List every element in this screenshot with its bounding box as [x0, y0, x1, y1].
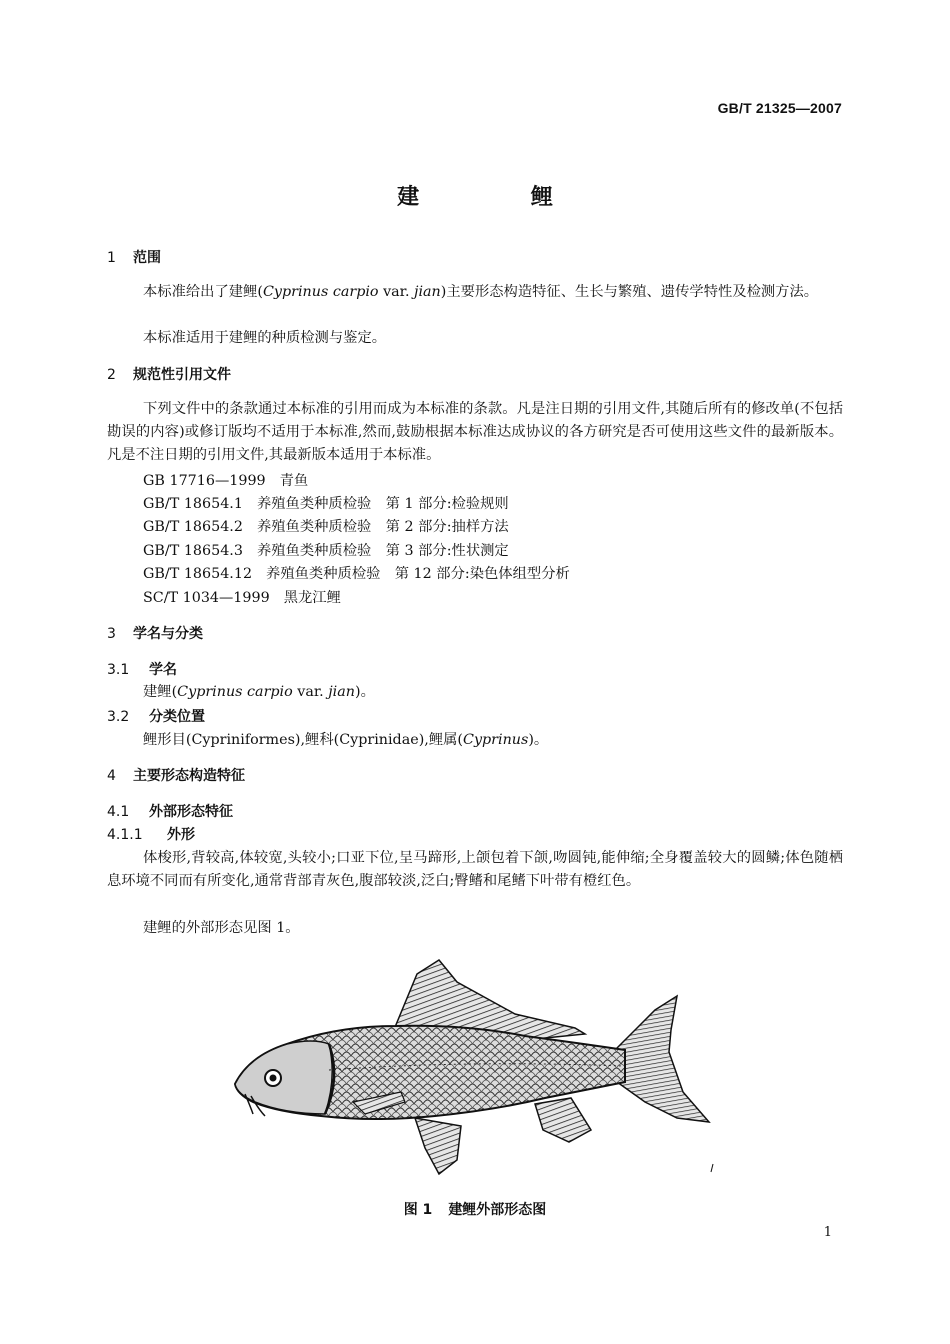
- text: 本标准给出了建鲤(: [143, 284, 263, 300]
- scientific-name: Cyprinus carpio: [177, 684, 293, 700]
- subsection-number: 4.1: [107, 804, 130, 820]
- subsection-3-2-heading: [107, 706, 205, 726]
- figure-label: 图 1: [403, 1202, 433, 1218]
- reference-item: [143, 493, 509, 513]
- subsection-3-1-heading: [107, 659, 177, 679]
- scientific-name: Cyprinus: [463, 732, 529, 748]
- reference-code: GB/T 18654.3: [143, 543, 243, 559]
- section-title: 规范性引用文件: [133, 367, 231, 383]
- section-title: 学名与分类: [133, 626, 203, 642]
- subsection-4-1-heading: [107, 801, 233, 821]
- section-number: 3: [107, 626, 116, 642]
- figure-reference-paragraph: 建鲤的外部形态见图 1。: [143, 920, 300, 936]
- section-title: 范围: [133, 250, 161, 266]
- scientific-name: Cyprinus carpio: [262, 284, 379, 300]
- reference-code: GB/T 18654.1: [143, 496, 243, 512]
- text: )主要形态构造特征、生长与繁殖、遗传学特性及检测方法。: [440, 284, 819, 300]
- text: var.: [378, 284, 415, 300]
- subsection-number: 3.1: [107, 662, 130, 678]
- section-2-heading: [107, 364, 231, 384]
- standard-number: GB/T 21325—2007: [717, 100, 842, 116]
- external-shape-paragraph: 体梭形,背较高,体较宽,头较小;口亚下位,呈马蹄形,上颌包着下颌,吻圆钝,能伸缩;全身覆盖较大的圆鳞;体色随栖息环境不同而有所变化,通常背部青灰色,腹部较淡,泛白;臀鳍和尾鳍下叶带有橙红色。: [107, 850, 843, 889]
- section-1-heading: [107, 247, 161, 267]
- scope-applicability: 本标准适用于建鲤的种质检测与鉴定。: [143, 330, 387, 346]
- reference-title: 养殖鱼类种质检验 第 2 部分:抽样方法: [256, 519, 509, 535]
- caudal-fin: [617, 996, 709, 1122]
- text: var.: [292, 684, 329, 700]
- carp-illustration-icon: [225, 952, 725, 1180]
- text: )。: [355, 684, 375, 700]
- figure-caption: [0, 1199, 950, 1219]
- section-title: 主要形态构造特征: [133, 768, 245, 784]
- classification-line: [143, 729, 548, 749]
- reference-item: [143, 516, 509, 536]
- scientific-name: jian: [414, 284, 441, 300]
- reference-item: [143, 470, 308, 490]
- reference-title: 养殖鱼类种质检验 第 3 部分:性状测定: [256, 543, 509, 559]
- subsection-number: 3.2: [107, 709, 130, 725]
- scope-paragraph: [107, 281, 843, 304]
- reference-code: SC/T 1034—1999: [143, 590, 270, 606]
- reference-title: 青鱼: [279, 473, 309, 489]
- subsection-title: 外部形态特征: [149, 804, 233, 820]
- section-number: 4: [107, 768, 116, 784]
- page-title: 建 鲤: [397, 185, 605, 210]
- text: 建鲤(: [143, 684, 178, 700]
- reference-code: GB 17716—1999: [143, 473, 266, 489]
- anal-fin: [535, 1098, 591, 1142]
- section-number: 1: [107, 250, 116, 266]
- subsection-title: 分类位置: [149, 709, 205, 725]
- reference-item: [143, 563, 570, 583]
- scientific-name-line: [143, 681, 375, 701]
- section-3-heading: [107, 623, 203, 643]
- reference-code: GB/T 18654.12: [143, 566, 253, 582]
- reference-title: 黑龙江鲤: [283, 590, 341, 606]
- subsection-title: 外形: [167, 827, 195, 843]
- scientific-name: jian: [328, 684, 355, 700]
- figure-caption-text: 建鲤外部形态图: [448, 1202, 547, 1218]
- reference-title: 养殖鱼类种质检验 第 12 部分:染色体组型分析: [266, 566, 570, 582]
- reference-code: GB/T 18654.2: [143, 519, 243, 535]
- text: )。: [528, 732, 549, 748]
- pelvic-fin: [415, 1118, 461, 1174]
- section-4-heading: [107, 765, 245, 785]
- reference-item: [143, 540, 509, 560]
- subsection-number: 4.1.1: [107, 827, 143, 843]
- subsection-4-1-1-heading: [107, 824, 195, 844]
- page-number: 1: [823, 1225, 832, 1240]
- reference-item: [143, 587, 341, 607]
- text: 鲤形目(Cypriniformes),鲤科(Cyprinidae),鲤属(: [143, 732, 463, 748]
- subsection-title: 学名: [149, 662, 177, 678]
- reference-title: 养殖鱼类种质检验 第 1 部分:检验规则: [256, 496, 509, 512]
- section-number: 2: [107, 367, 116, 383]
- normative-references-paragraph: 下列文件中的条款通过本标准的引用而成为本标准的条款。凡是注日期的引用文件,其随后所有的修改单(不包括勘误的内容)或修订版均不适用于本标准,然而,鼓励根据本标准达成协议的各方研究是否可使用这些文件的最新版本。凡是不注日期的引用文件,其最新版本适用于本标准。: [107, 401, 843, 463]
